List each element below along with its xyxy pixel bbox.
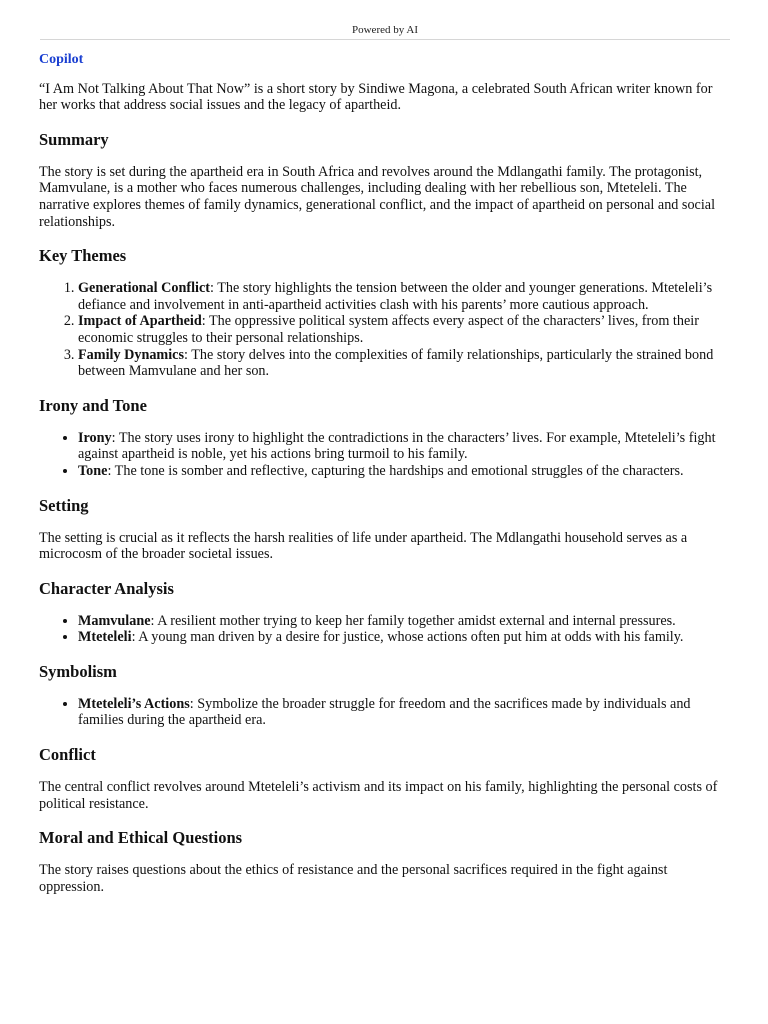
item-term: Irony [78, 429, 112, 446]
list-item [78, 313, 731, 346]
item-term: Mamvulane [78, 612, 151, 629]
symbolism-section [39, 662, 731, 729]
moral-section [39, 828, 731, 895]
item-term: Generational Conflict [78, 280, 211, 297]
conflict-heading: Conflict [39, 745, 96, 765]
item-text: : The tone is somber and reflective, capturing the hardships and emotional struggles of the characters. [107, 462, 684, 479]
summary-paragraph: The story is set during the apartheid era in South Africa and revolves around the Mdlangathi family. The protagonist, Mamvulane, is a mother who faces numerous challenges, including dealing with her rebellious son, Mteteleli. The narrative explores themes of family dynamics, generational conflict, and the impact of apartheid on personal and social relationships. [39, 163, 716, 230]
irony-tone-section [39, 396, 731, 480]
item-term: Tone [78, 462, 108, 479]
item-term: Mteteleli’s Actions [78, 695, 190, 712]
key-themes-heading: Key Themes [39, 246, 127, 266]
character-analysis-heading: Character Analysis [39, 578, 174, 598]
item-text: : Symbolize the broader struggle for freedom and the sacrifices made by individuals and families during the apartheid era. [78, 695, 691, 729]
setting-heading: Setting [39, 495, 89, 515]
conflict-paragraph: The central conflict revolves around Mteteleli’s activism and its impact on his family, highlighting the personal costs of political resistance. [39, 779, 718, 812]
item-term: Family Dynamics [78, 346, 185, 363]
irony-tone-heading: Irony and Tone [39, 395, 147, 415]
moral-heading: Moral and Ethical Questions [39, 828, 243, 848]
character-analysis-list [39, 613, 731, 646]
item-text: : The story delves into the complexities of family relationships, particularly the strained bond between Mamvulane and her son. [78, 346, 714, 380]
list-item [78, 347, 731, 380]
list-item [78, 629, 731, 646]
character-analysis-section [39, 579, 731, 646]
list-item [78, 280, 731, 313]
document-body [39, 52, 731, 895]
setting-paragraph: The setting is crucial as it reflects the harsh realities of life under apartheid. The Mdlangathi household serves as a microcosm of the broader societal issues. [39, 529, 688, 563]
item-text: : A resilient mother trying to keep her family together amidst external and internal pressures. [150, 612, 676, 629]
item-text: : The oppressive political system affects every aspect of the characters’ lives, from their economic struggles to their personal relationships. [78, 313, 699, 346]
list-item [78, 696, 731, 729]
setting-section [39, 496, 731, 563]
list-item [78, 613, 731, 630]
list-item [78, 463, 731, 480]
item-text: : A young man driven by a desire for justice, whose actions often put him at odds with his family. [131, 629, 684, 646]
item-text: : The story highlights the tension between the older and younger generations. Mteteleli’s defiance and involvement in anti-apartheid activities clash with his parents’ more cautious approach. [78, 280, 713, 313]
copilot-brand-label: Copilot [39, 52, 84, 67]
irony-tone-list [39, 430, 731, 480]
item-text: : The story uses irony to highlight the contradictions in the characters’ lives. For example, Mteteleli’s fight against apartheid is noble, yet his actions bring turmoil to his family. [78, 429, 716, 463]
symbolism-list [39, 696, 731, 729]
item-term: Mteteleli [78, 629, 132, 646]
item-term: Impact of Apartheid [78, 313, 202, 330]
moral-paragraph: The story raises questions about the ethics of resistance and the personal sacrifices required in the fight against oppression. [39, 862, 668, 895]
header-divider [40, 39, 730, 40]
key-themes-section [39, 246, 731, 380]
summary-heading: Summary [39, 129, 109, 149]
symbolism-heading: Symbolism [39, 661, 117, 681]
key-themes-list [39, 280, 731, 380]
conflict-section [39, 745, 731, 812]
intro-paragraph: “I Am Not Talking About That Now” is a short story by Sindiwe Magona, a celebrated South African writer known for her works that address social issues and the legacy of apartheid. [39, 80, 713, 114]
summary-section [39, 130, 731, 230]
list-item [78, 430, 731, 463]
powered-by-label: Powered by AI [352, 24, 418, 36]
